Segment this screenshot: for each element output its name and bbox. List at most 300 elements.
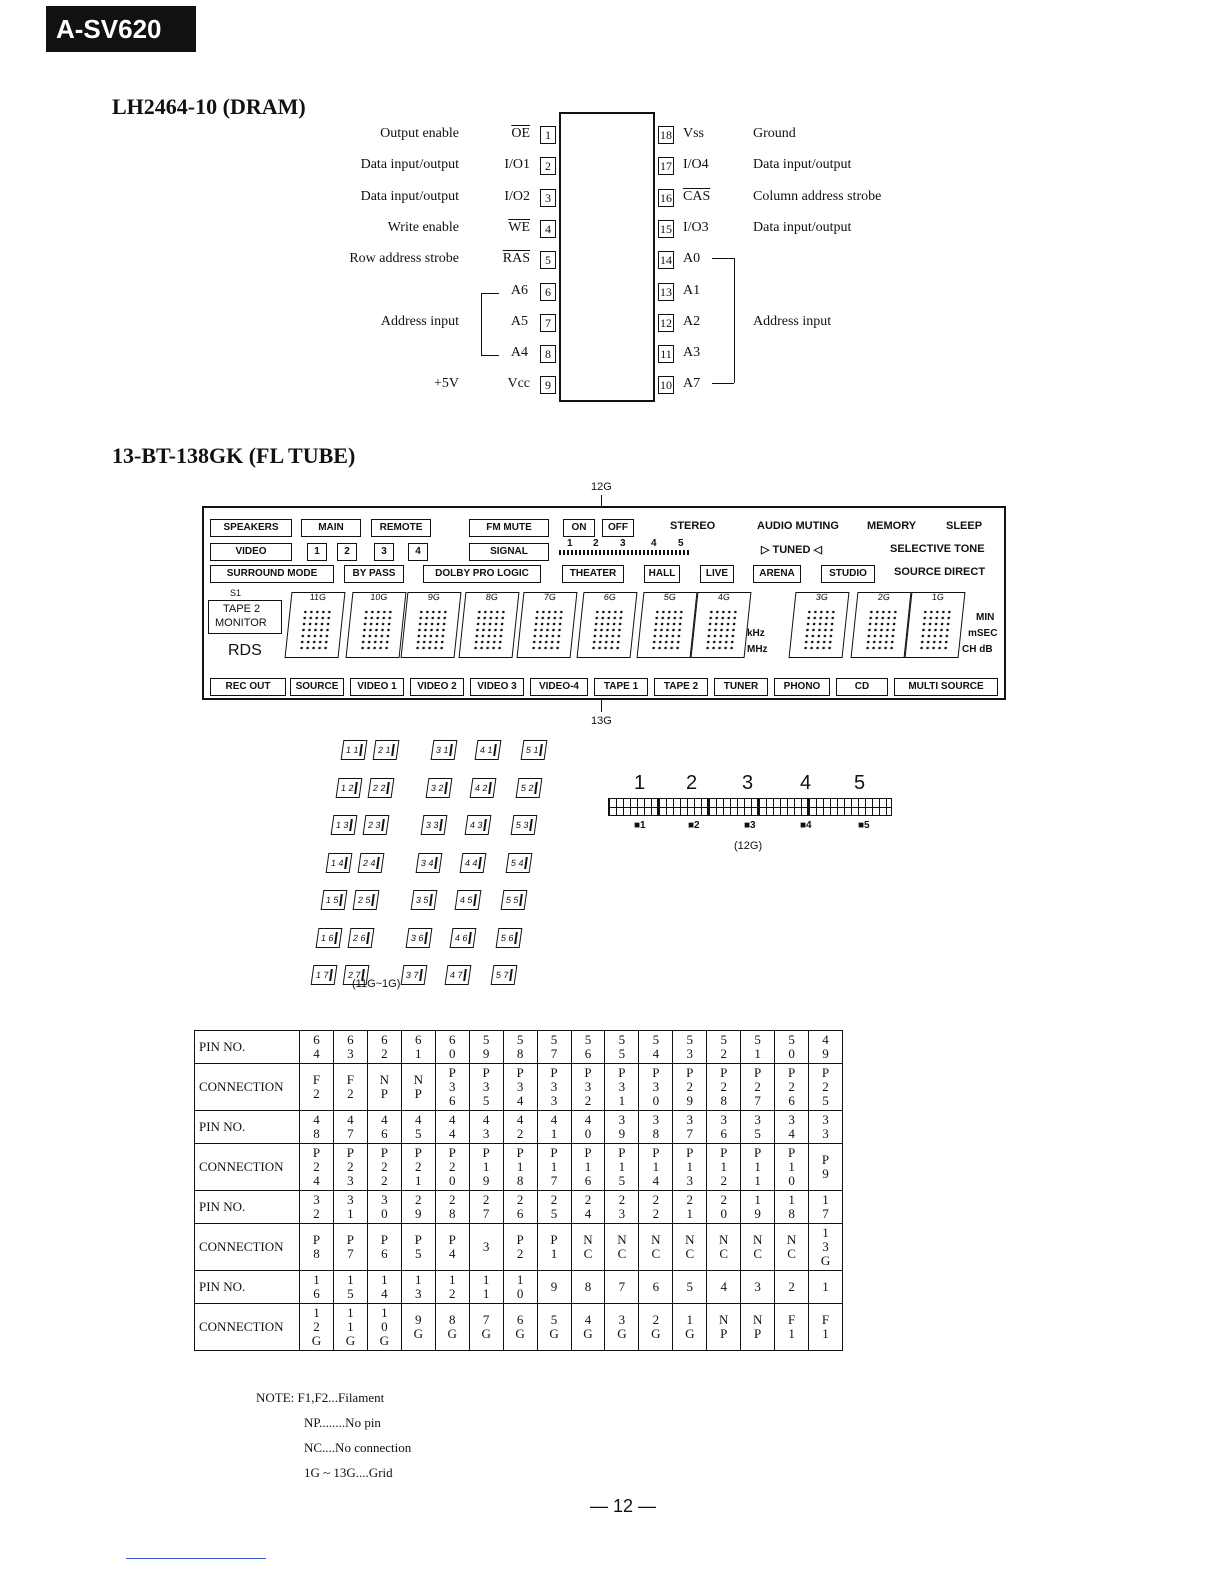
dram-pin-name: A3 bbox=[683, 345, 701, 361]
source-video-3-indicator: VIDEO 3 bbox=[470, 678, 524, 696]
segment-icon: 5 5 bbox=[501, 890, 528, 910]
signal-bar-segment bbox=[808, 798, 892, 816]
segment-icon: 5 6 bbox=[496, 928, 523, 948]
pin-row-header: PIN NO. bbox=[195, 1031, 300, 1064]
connection-cell: 1 2 G bbox=[300, 1304, 334, 1351]
pin-number-cell: 1 2 bbox=[435, 1271, 469, 1304]
digit-grid-11g bbox=[285, 592, 346, 658]
dram-pin-name: A5 bbox=[510, 313, 528, 329]
connection-cell: P 2 3 bbox=[333, 1144, 367, 1191]
source-tuner-indicator: TUNER bbox=[714, 678, 768, 696]
pin-number-cell: 6 3 bbox=[333, 1031, 367, 1064]
connection-cell: P 1 0 bbox=[775, 1144, 809, 1191]
digit-dot-matrix bbox=[359, 609, 393, 651]
dram-pin-number: 1 bbox=[540, 126, 556, 144]
dram-pin-number: 10 bbox=[660, 378, 672, 393]
video-2-indicator: 2 bbox=[337, 543, 357, 561]
address-bracket-left bbox=[481, 293, 482, 355]
connection-cell: P 3 1 bbox=[605, 1064, 639, 1111]
dram-pin-description: Ground bbox=[753, 126, 796, 141]
signal-bar-label: ■1 bbox=[634, 820, 646, 831]
min-unit: MIN bbox=[976, 612, 995, 623]
connection-cell: P 2 5 bbox=[809, 1064, 843, 1111]
dram-pin-name: A4 bbox=[510, 345, 528, 361]
segment-icon: 2 4 bbox=[358, 853, 385, 873]
pin-number-cell: 5 1 bbox=[741, 1031, 775, 1064]
segment-icon: 1 1 bbox=[341, 740, 368, 760]
digit-dot-matrix bbox=[472, 609, 506, 651]
dram-pin-number: 16 bbox=[660, 190, 672, 205]
digit-dot-matrix bbox=[590, 609, 624, 651]
pin-number-cell: 2 bbox=[775, 1271, 809, 1304]
signal-bar-label: ■3 bbox=[744, 820, 756, 831]
segment-icon: 4 1 bbox=[475, 740, 502, 760]
pin-number-cell: 9 bbox=[537, 1271, 571, 1304]
dram-pin-description: Write enable bbox=[387, 219, 459, 235]
digit-grid-1g bbox=[905, 592, 966, 658]
tuned-indicator bbox=[761, 543, 822, 556]
address-bracket-right bbox=[712, 258, 734, 259]
segment-icon: 1 6 bbox=[316, 928, 343, 948]
pin-number-cell: 2 6 bbox=[503, 1191, 537, 1224]
rds-indicator: RDS bbox=[228, 642, 262, 659]
note-no-connection: NC....No connection bbox=[304, 1440, 412, 1455]
pin-number-cell: 2 7 bbox=[469, 1191, 503, 1224]
connection-cell: P 8 bbox=[300, 1224, 334, 1271]
connection-row-header: CONNECTION bbox=[195, 1224, 300, 1271]
digit-grid-3g bbox=[789, 592, 850, 658]
connection-row bbox=[195, 1304, 843, 1351]
segment-icon: 3 7 bbox=[401, 965, 428, 985]
segment-icon: 3 1 bbox=[431, 740, 458, 760]
digit-grid-label: 1G bbox=[931, 592, 945, 602]
pin-number-cell: 5 7 bbox=[537, 1031, 571, 1064]
dram-pin-number: 15 bbox=[660, 221, 672, 236]
msec-unit: mSEC bbox=[968, 628, 998, 639]
segment-icon: 1 2 bbox=[336, 778, 363, 798]
pin-number-cell: 2 5 bbox=[537, 1191, 571, 1224]
pin-number-cell: 2 0 bbox=[707, 1191, 741, 1224]
connection-cell: P 2 4 bbox=[300, 1144, 334, 1191]
pin-number-cell: 2 2 bbox=[639, 1191, 673, 1224]
stereo-indicator: STEREO bbox=[670, 520, 716, 532]
source-rec-out-indicator: REC OUT bbox=[210, 678, 286, 696]
digit-grid-label: 5G bbox=[663, 592, 677, 602]
dram-title: LH2464-10 (DRAM) bbox=[112, 94, 306, 119]
digit-grid-label: 6G bbox=[603, 592, 617, 602]
dram-pin-name: $\overline{RAS}$ bbox=[502, 251, 530, 267]
segment-icon: 2 7 bbox=[343, 965, 370, 985]
segment-icon: 5 1 bbox=[521, 740, 548, 760]
pin-number-cell: 5 3 bbox=[673, 1031, 707, 1064]
footer-rule bbox=[126, 1558, 266, 1559]
connection-cell: 3 G bbox=[605, 1304, 639, 1351]
segment-icon: 2 6 bbox=[348, 928, 375, 948]
dram-pin-name: I/O1 bbox=[504, 157, 530, 173]
by-pass-indicator: BY PASS bbox=[344, 565, 404, 583]
pin-number-cell: 3 5 bbox=[741, 1111, 775, 1144]
connection-row-header: CONNECTION bbox=[195, 1064, 300, 1111]
signal-4: 4 bbox=[651, 538, 657, 549]
connection-cell: P 1 bbox=[537, 1224, 571, 1271]
pin-number-cell: 1 5 bbox=[333, 1271, 367, 1304]
connection-cell: 1 3 G bbox=[809, 1224, 843, 1271]
pin-number-cell: 3 8 bbox=[639, 1111, 673, 1144]
connection-cell: P 3 2 bbox=[571, 1064, 605, 1111]
pin-number-cell: 1 4 bbox=[367, 1271, 401, 1304]
connection-cell: P 6 bbox=[367, 1224, 401, 1271]
connection-cell: P 4 bbox=[435, 1224, 469, 1271]
dram-pin-description: Data input/output bbox=[753, 219, 852, 235]
pin-number-cell: 3 9 bbox=[605, 1111, 639, 1144]
segment-icon: 5 2 bbox=[516, 778, 543, 798]
pin-number-cell: 3 bbox=[741, 1271, 775, 1304]
signal-2: 2 bbox=[593, 538, 599, 549]
address-bracket-right bbox=[734, 258, 735, 383]
segment-icon: 1 3 bbox=[331, 815, 358, 835]
note-grid: 1G ~ 13G....Grid bbox=[304, 1465, 393, 1480]
pin-number-cell: 7 bbox=[605, 1271, 639, 1304]
segment-icon: 2 2 bbox=[368, 778, 395, 798]
pin-number-cell: 6 4 bbox=[300, 1031, 334, 1064]
connection-cell: P 9 bbox=[809, 1144, 843, 1191]
dram-pin-description: Row address strobe bbox=[349, 251, 459, 267]
remote-indicator: REMOTE bbox=[371, 519, 431, 537]
segment-icon: 1 5 bbox=[321, 890, 348, 910]
grid-12g-label: 12G bbox=[591, 481, 612, 493]
pin-number-cell: 1 9 bbox=[741, 1191, 775, 1224]
fl-tube-display bbox=[202, 506, 1006, 700]
pin-number-cell: 1 1 bbox=[469, 1271, 503, 1304]
connection-cell: F 1 bbox=[775, 1304, 809, 1351]
connection-row-header: CONNECTION bbox=[195, 1144, 300, 1191]
connection-cell: 4 G bbox=[571, 1304, 605, 1351]
digit-dot-matrix bbox=[802, 609, 836, 651]
segment-icon: 5 7 bbox=[491, 965, 518, 985]
connection-cell: P 1 5 bbox=[605, 1144, 639, 1191]
address-bracket-left bbox=[481, 355, 499, 356]
video-1-indicator: 1 bbox=[307, 543, 327, 561]
fm-mute-indicator: FM MUTE bbox=[469, 519, 549, 537]
pin-number-cell: 4 2 bbox=[503, 1111, 537, 1144]
address-bracket-left bbox=[481, 293, 499, 294]
tape2-label: TAPE 2 bbox=[223, 603, 261, 615]
connection-row bbox=[195, 1144, 843, 1191]
source-tape-2-indicator: TAPE 2 bbox=[654, 678, 708, 696]
segment-icon: 4 5 bbox=[455, 890, 482, 910]
dram-pin-name: A6 bbox=[510, 282, 528, 298]
s1-label: S1 bbox=[230, 588, 242, 598]
signal-1: 1 bbox=[567, 538, 573, 549]
connection-cell: 3 bbox=[469, 1224, 503, 1271]
tape2-monitor-indicator bbox=[208, 600, 282, 634]
signal-level-number: 5 bbox=[854, 772, 866, 794]
signal-meter-bars bbox=[559, 550, 689, 555]
source-video-4-indicator: VIDEO-4 bbox=[530, 678, 588, 696]
signal-bar-segment bbox=[708, 798, 758, 816]
digit-grid-label: 7G bbox=[543, 592, 557, 602]
pin-number-cell: 4 0 bbox=[571, 1111, 605, 1144]
connection-cell: N P bbox=[707, 1304, 741, 1351]
dram-pin-number: 3 bbox=[540, 189, 556, 207]
digit-dot-matrix bbox=[414, 609, 448, 651]
pin-number-cell: 3 7 bbox=[673, 1111, 707, 1144]
source-video-2-indicator: VIDEO 2 bbox=[410, 678, 464, 696]
pin-number-cell: 4 1 bbox=[537, 1111, 571, 1144]
connection-cell: P 1 6 bbox=[571, 1144, 605, 1191]
dram-pin-number: 7 bbox=[540, 314, 556, 332]
dram-pin-name: Vcc bbox=[507, 376, 530, 392]
tuned-left-arrow-icon: ▷ bbox=[761, 544, 773, 556]
pin-number-cell: 4 4 bbox=[435, 1111, 469, 1144]
digit-dot-matrix bbox=[298, 609, 332, 651]
segment-icon: 4 2 bbox=[470, 778, 497, 798]
theater-indicator: THEATER bbox=[562, 565, 624, 583]
segment-icon: 1 7 bbox=[311, 965, 338, 985]
connection-cell: P 2 bbox=[503, 1224, 537, 1271]
pin-number-cell: 2 8 bbox=[435, 1191, 469, 1224]
speakers-indicator: SPEAKERS bbox=[210, 519, 292, 537]
live-indicator: LIVE bbox=[700, 565, 734, 583]
connection-cell: P 5 bbox=[401, 1224, 435, 1271]
signal-bar-segment bbox=[758, 798, 808, 816]
main-indicator: MAIN bbox=[301, 519, 361, 537]
connection-cell: 6 G bbox=[503, 1304, 537, 1351]
dolby-pro-logic-indicator: DOLBY PRO LOGIC bbox=[423, 565, 541, 583]
connection-cell: P 2 1 bbox=[401, 1144, 435, 1191]
connection-cell: 2 G bbox=[639, 1304, 673, 1351]
pin-number-cell: 6 1 bbox=[401, 1031, 435, 1064]
pin-row-header: PIN NO. bbox=[195, 1271, 300, 1304]
source-multi-source-indicator: MULTI SOURCE bbox=[894, 678, 998, 696]
off-indicator: OFF bbox=[602, 519, 634, 537]
dram-pin-number: 5 bbox=[540, 251, 556, 269]
digit-dot-matrix bbox=[650, 609, 684, 651]
connection-cell: N C bbox=[673, 1224, 707, 1271]
segment-icon: 4 4 bbox=[460, 853, 487, 873]
digit-grid-label: 4G bbox=[717, 592, 731, 602]
connection-cell: F 1 bbox=[809, 1304, 843, 1351]
dram-pin-number: 11 bbox=[658, 345, 674, 363]
connection-cell: N C bbox=[571, 1224, 605, 1271]
dram-pin-name: $\overline{CAS}$ bbox=[683, 188, 711, 204]
dram-pin-number: 9 bbox=[540, 376, 556, 394]
signal-bar-label: ■2 bbox=[688, 820, 700, 831]
digit-grid-7g bbox=[517, 592, 578, 658]
connection-cell: P 2 8 bbox=[707, 1064, 741, 1111]
segment-icon: 3 3 bbox=[421, 815, 448, 835]
source-source-indicator: SOURCE bbox=[290, 678, 344, 696]
digit-grid-4g bbox=[691, 592, 752, 658]
digit-grid-2g bbox=[851, 592, 912, 658]
connection-cell: P 3 3 bbox=[537, 1064, 571, 1111]
dram-pin-number: 4 bbox=[540, 220, 556, 238]
connection-cell: 9 G bbox=[401, 1304, 435, 1351]
digit-dot-matrix bbox=[864, 609, 898, 651]
pin-number-cell: 2 4 bbox=[571, 1191, 605, 1224]
digit-grid-label: 10G bbox=[369, 592, 388, 602]
digit-dot-matrix bbox=[530, 609, 564, 651]
connection-cell: P 2 2 bbox=[367, 1144, 401, 1191]
pin-number-cell: 1 8 bbox=[775, 1191, 809, 1224]
connection-cell: N P bbox=[367, 1064, 401, 1111]
dram-chip-body bbox=[559, 112, 655, 402]
source-phono-indicator: PHONO bbox=[774, 678, 830, 696]
pin-number-cell: 1 7 bbox=[809, 1191, 843, 1224]
dram-pin-number: 13 bbox=[660, 284, 672, 299]
connection-cell: P 1 9 bbox=[469, 1144, 503, 1191]
khz-unit: kHz bbox=[747, 628, 765, 639]
pin-number-cell: 1 3 bbox=[401, 1271, 435, 1304]
pin-number-cell: 5 0 bbox=[775, 1031, 809, 1064]
pin-number-cell: 4 bbox=[707, 1271, 741, 1304]
connection-row bbox=[195, 1064, 843, 1111]
connection-cell: P 3 4 bbox=[503, 1064, 537, 1111]
connection-cell: P 1 4 bbox=[639, 1144, 673, 1191]
pin-number-cell: 8 bbox=[571, 1271, 605, 1304]
segment-icon: 2 3 bbox=[363, 815, 390, 835]
pin-number-cell: 4 7 bbox=[333, 1111, 367, 1144]
audio-muting-indicator: AUDIO MUTING bbox=[757, 520, 839, 532]
dram-pin-name: Vss bbox=[683, 126, 705, 141]
tuned-right-arrow-icon: ◁ bbox=[810, 544, 822, 556]
grid-13g-lead bbox=[601, 700, 602, 712]
signal-level-number: 2 bbox=[686, 772, 698, 794]
pin-number-cell: 6 0 bbox=[435, 1031, 469, 1064]
dram-pin-number: 6 bbox=[540, 283, 556, 301]
segment-caption: (11G~1G) bbox=[352, 978, 401, 990]
signal-indicator: SIGNAL bbox=[469, 543, 549, 561]
dram-pin-number: 2 bbox=[540, 157, 556, 175]
pin-number-cell: 6 bbox=[639, 1271, 673, 1304]
pin-number-cell: 5 2 bbox=[707, 1031, 741, 1064]
connection-cell: 7 G bbox=[469, 1304, 503, 1351]
video-indicator: VIDEO bbox=[210, 543, 292, 561]
segment-icon: 2 5 bbox=[353, 890, 380, 910]
connection-row bbox=[195, 1224, 843, 1271]
connection-cell: P 2 6 bbox=[775, 1064, 809, 1111]
note-filament: NOTE: F1,F2...Filament bbox=[256, 1390, 385, 1405]
segment-icon: 3 5 bbox=[411, 890, 438, 910]
segment-icon: 2 1 bbox=[373, 740, 400, 760]
digit-grid-10g bbox=[346, 592, 407, 658]
pin-number-cell: 3 1 bbox=[333, 1191, 367, 1224]
connection-cell: P 2 7 bbox=[741, 1064, 775, 1111]
connection-cell: N P bbox=[401, 1064, 435, 1111]
pin-number-cell: 5 5 bbox=[605, 1031, 639, 1064]
dram-pin-name: A0 bbox=[683, 251, 701, 267]
note-no-pin: NP........No pin bbox=[304, 1415, 381, 1430]
dram-pin-name: A1 bbox=[683, 282, 701, 298]
connection-cell: P 3 6 bbox=[435, 1064, 469, 1111]
mhz-unit: MHz bbox=[747, 644, 768, 655]
pin-number-cell: 6 2 bbox=[367, 1031, 401, 1064]
source-video-1-indicator: VIDEO 1 bbox=[350, 678, 404, 696]
digit-dot-matrix bbox=[918, 609, 952, 651]
dram-pin-name: A7 bbox=[683, 376, 701, 392]
studio-indicator: STUDIO bbox=[821, 565, 875, 583]
dram-pin-description: Data input/output bbox=[753, 157, 852, 173]
digit-grid-6g bbox=[577, 592, 638, 658]
pin-number-row bbox=[195, 1191, 843, 1224]
fl-tube-title: 13-BT-138GK (FL TUBE) bbox=[112, 443, 356, 468]
dram-pin-name: I/O2 bbox=[504, 188, 530, 204]
pin-number-cell: 5 9 bbox=[469, 1031, 503, 1064]
connection-cell: P 2 0 bbox=[435, 1144, 469, 1191]
connection-cell: N C bbox=[775, 1224, 809, 1271]
connection-cell: P 3 0 bbox=[639, 1064, 673, 1111]
dram-pin-description: Data input/output bbox=[360, 157, 459, 173]
digit-grid-label: 9G bbox=[427, 592, 441, 602]
pin-number-row bbox=[195, 1271, 843, 1304]
connection-cell: N C bbox=[741, 1224, 775, 1271]
signal-caption: (12G) bbox=[734, 840, 763, 852]
dram-pin-number: 18 bbox=[660, 128, 672, 142]
connection-cell: P 1 8 bbox=[503, 1144, 537, 1191]
digit-grid-label: 8G bbox=[485, 592, 499, 602]
address-bracket-right bbox=[712, 383, 734, 384]
model-badge: A-SV620 bbox=[46, 6, 196, 52]
segment-icon: 4 7 bbox=[445, 965, 472, 985]
connection-cell: 5 G bbox=[537, 1304, 571, 1351]
connection-row-header: CONNECTION bbox=[195, 1304, 300, 1351]
connection-cell: P 1 2 bbox=[707, 1144, 741, 1191]
source-direct-indicator: SOURCE DIRECT bbox=[894, 566, 986, 578]
arena-indicator: ARENA bbox=[753, 565, 801, 583]
signal-bar-label: ■5 bbox=[858, 820, 870, 831]
pin-number-row bbox=[195, 1111, 843, 1144]
segment-icon: 3 2 bbox=[426, 778, 453, 798]
dram-pin-number: 17 bbox=[660, 159, 672, 174]
source-cd-indicator: CD bbox=[836, 678, 888, 696]
digit-dot-matrix bbox=[704, 609, 738, 651]
connection-cell: N C bbox=[707, 1224, 741, 1271]
surround-mode-indicator: SURROUND MODE bbox=[210, 565, 334, 583]
hall-indicator: HALL bbox=[644, 565, 680, 583]
digit-grid-label: 2G bbox=[877, 592, 891, 602]
dram-pin-description: Address input bbox=[380, 313, 459, 329]
pin-number-cell: 1 0 bbox=[503, 1271, 537, 1304]
on-indicator: ON bbox=[563, 519, 595, 537]
digit-grid-8g bbox=[459, 592, 520, 658]
pin-number-cell: 1 6 bbox=[300, 1271, 334, 1304]
connection-cell: P 7 bbox=[333, 1224, 367, 1271]
video-3-indicator: 3 bbox=[374, 543, 394, 561]
dram-pin-description: Address input bbox=[753, 313, 832, 329]
signal-bar-segment bbox=[658, 798, 708, 816]
connection-cell: F 2 bbox=[300, 1064, 334, 1111]
pin-number-cell: 3 3 bbox=[809, 1111, 843, 1144]
signal-bar-segment bbox=[608, 798, 658, 816]
pin-number-cell: 4 3 bbox=[469, 1111, 503, 1144]
pin-number-cell: 3 0 bbox=[367, 1191, 401, 1224]
pin-number-cell: 3 2 bbox=[300, 1191, 334, 1224]
sleep-indicator: SLEEP bbox=[946, 520, 983, 532]
connection-cell: 1 0 G bbox=[367, 1304, 401, 1351]
segment-icon: 1 4 bbox=[326, 853, 353, 873]
dram-pin-name: A2 bbox=[683, 313, 701, 329]
connection-cell: 8 G bbox=[435, 1304, 469, 1351]
connection-cell: N C bbox=[605, 1224, 639, 1271]
connection-cell: N C bbox=[639, 1224, 673, 1271]
monitor-label: MONITOR bbox=[215, 617, 267, 629]
selective-tone-indicator: SELECTIVE TONE bbox=[890, 543, 985, 555]
signal-level-number: 1 bbox=[634, 772, 646, 794]
signal-5: 5 bbox=[678, 538, 684, 549]
pin-number-cell: 4 8 bbox=[300, 1111, 334, 1144]
pin-row-header: PIN NO. bbox=[195, 1191, 300, 1224]
tuned-label: TUNED bbox=[772, 544, 811, 556]
